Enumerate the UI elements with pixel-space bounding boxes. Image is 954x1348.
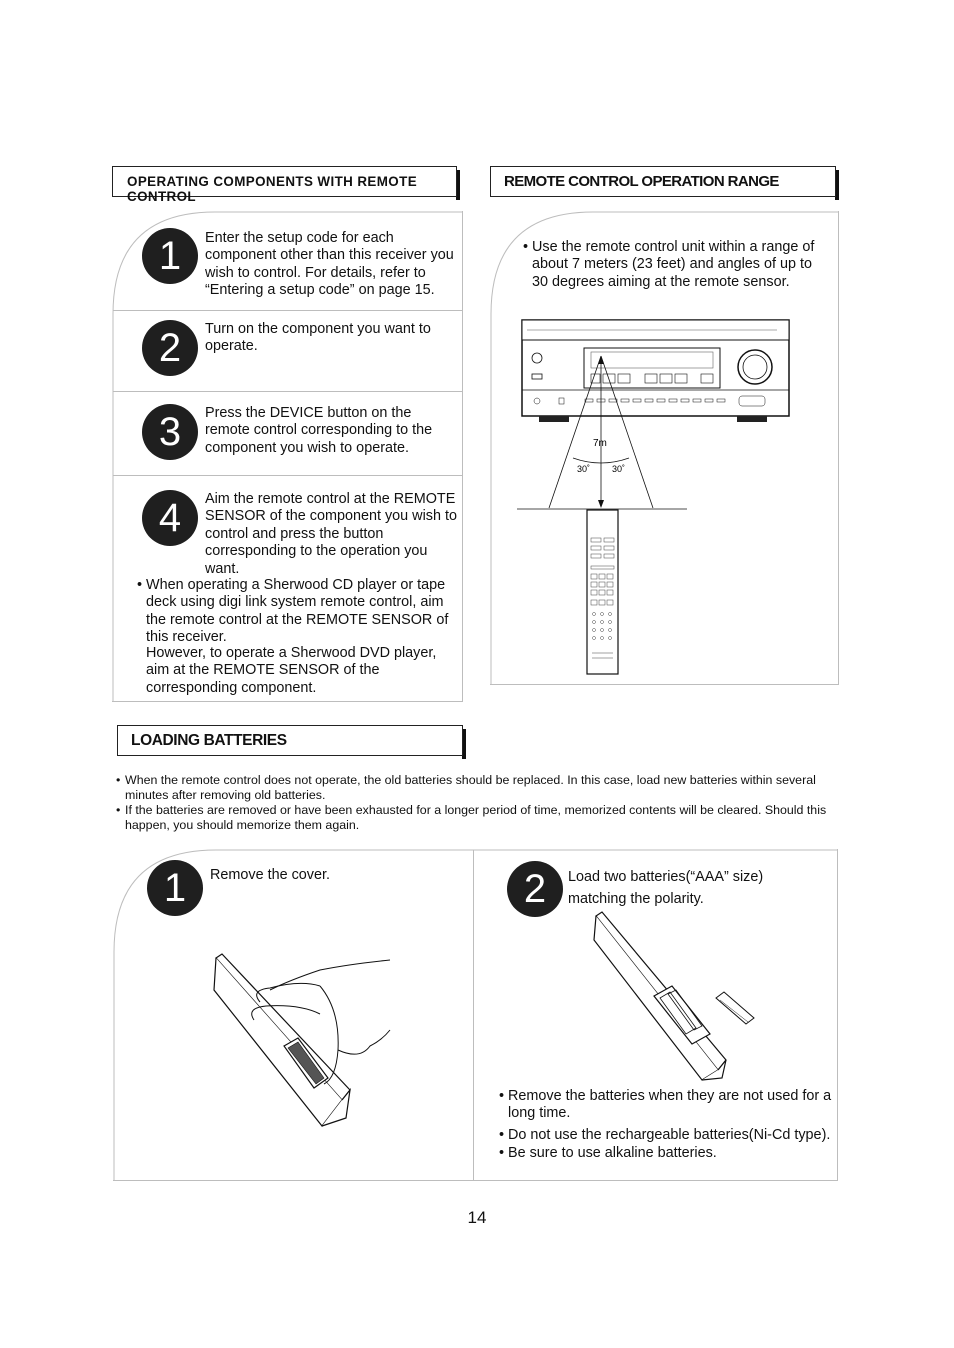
load-batteries-illustration	[590, 910, 765, 1085]
section-header-batteries	[117, 725, 463, 756]
bullet: •	[499, 1145, 505, 1161]
battery-intro-item	[116, 773, 841, 803]
step-text: Enter the setup code for each component other than this receiver you wish to control. For details, refer to “Entering a setup code” on page 15.	[205, 230, 454, 299]
remove-cover-illustration	[210, 950, 400, 1130]
bullet: •	[137, 577, 143, 593]
step-text: matching the polarity.	[568, 891, 704, 907]
step-number-badge: 2	[142, 320, 198, 376]
note-text: Do not use the rechargeable batteries(Ni-Cd type).	[508, 1127, 831, 1143]
bullet: •	[499, 1127, 505, 1143]
page-number: 14	[467, 1208, 487, 1227]
battery-note	[499, 1127, 834, 1144]
step-text: Press the DEVICE button on the remote control corresponding to the component you wish to operate.	[205, 405, 433, 456]
range-description: Use the remote control unit within a range of about 7 meters (23 feet) and angles of up to 30 degrees aiming at the remote sensor.	[532, 239, 815, 290]
step-number-badge: 1	[147, 860, 203, 916]
section-title: REMOTE CONTROL OPERATION RANGE	[504, 173, 779, 190]
bullet: •	[499, 1088, 505, 1104]
step-note-continued: However, to operate a Sherwood DVD player, aim at the REMOTE SENSOR of the corresponding component.	[146, 645, 437, 696]
intro-text: If the batteries are removed or have been exhausted for a longer period of time, memorized contents will be cleared. Should this happen, you should memorize them again.	[125, 803, 827, 833]
step-text: Load two batteries(“AAA” size)	[568, 869, 764, 885]
bullet: •	[523, 239, 529, 255]
distance-label: 7m	[593, 438, 607, 449]
step-number-badge: 2	[507, 861, 563, 917]
battery-note	[499, 1145, 834, 1162]
note-text: Be sure to use alkaline batteries.	[508, 1145, 717, 1161]
step-text: Remove the cover.	[210, 867, 330, 883]
section-header-operating	[112, 166, 457, 204]
battery-note	[499, 1088, 834, 1123]
divider	[473, 850, 474, 1180]
section-title: OPERATING COMPONENTS WITH REMOTE CONTROL	[127, 174, 418, 204]
step-text: Aim the remote control at the REMOTE SENSOR of the component you wish to control and press the button corresponding to the operation you want.	[205, 491, 457, 577]
divider	[113, 310, 463, 311]
step-note	[137, 577, 459, 647]
bullet: •	[116, 803, 121, 817]
step-text: Turn on the component you want to operate.	[205, 321, 431, 355]
angle-label-right: 30˚	[612, 464, 626, 474]
battery-intro-item	[116, 803, 841, 833]
section-title: LOADING BATTERIES	[131, 732, 287, 749]
step-number-badge: 1	[142, 228, 198, 284]
remote-range-diagram	[515, 318, 790, 678]
section-header-range	[490, 166, 836, 197]
intro-text: When the remote control does not operate, the old batteries should be replaced. In this case, load new batteries within several minutes after removing old batteries.	[125, 773, 816, 803]
divider	[113, 475, 463, 476]
step-number-badge: 3	[142, 404, 198, 460]
range-text	[523, 239, 823, 291]
step-number-badge: 4	[142, 490, 198, 546]
angle-label-left: 30˚	[577, 464, 591, 474]
note-text: Remove the batteries when they are not used for a long time.	[508, 1088, 832, 1122]
note-text: When operating a Sherwood CD player or tape deck using digi link system remote control, aim the remote control at the REMOTE SENSOR of this receiver.	[146, 577, 449, 646]
receiver-illustration	[522, 320, 789, 422]
divider	[113, 391, 463, 392]
remote-control-illustration	[587, 510, 618, 674]
bullet: •	[116, 773, 121, 787]
